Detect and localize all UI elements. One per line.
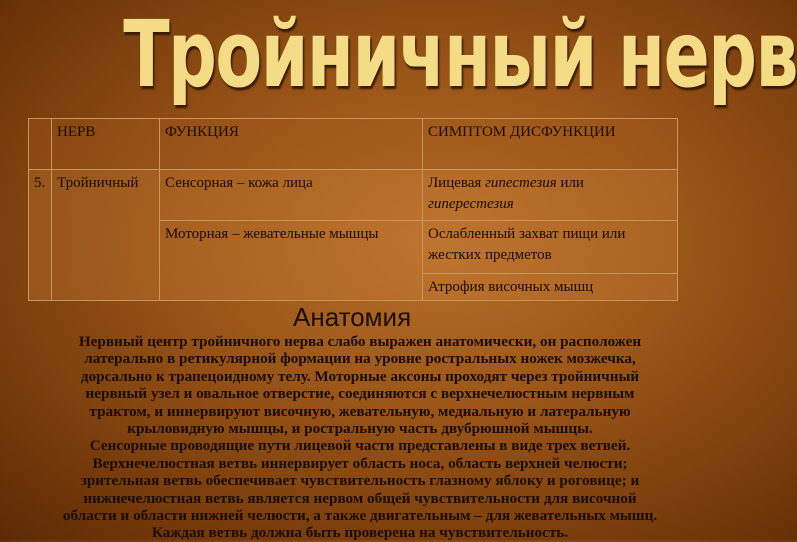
cell-function-sensory: Сенсорная – кожа лица [160,170,423,221]
header-cell-nerve: НЕРВ [52,119,160,170]
cell-symptom-grip: Ослабленный захват пищи или жестких предметов [423,221,678,274]
table-header-row [29,119,678,170]
body-line: Нервный центр тройничного нерва слабо выражен анатомически, он расположен [78,333,642,350]
body-line: Каждая ветвь должна быть проверена на чувствительность. [151,524,569,542]
table-row [29,170,678,221]
anatomy-body-text [0,333,720,540]
body-line: латерально в ретикулярной формации на уровне ростральных ножек мозжечка, [84,350,636,368]
body-line: трактом, и иннервируют височную, жевательную, медиальную и латеральную [89,402,631,420]
header-cell-function: ФУНКЦИЯ [160,119,423,170]
body-line: крыловидную мышцы, и ростральную часть двубрюшной мышцы. [127,420,593,438]
body-line: нервный узел и овальное отверстие, соединяются с верхнечелюстным нервным [85,385,635,403]
body-line: дорсально к трапецоидному телу. Моторные аксоны проходят через тройничный [80,367,640,385]
section-heading: Анатомия [293,302,412,332]
cell-function-motor: Моторная – жевательные мышцы [160,221,423,301]
slide-title: Тройничный нерв [123,1,797,108]
nerve-table [28,118,678,301]
symptom-term: гипестезия [485,175,557,191]
symptom-text: или [556,175,584,191]
body-line: нижнечелюстная ветвь является нервом общей чувствительности для височной [83,489,637,507]
header-cell-num [29,119,52,170]
header-cell-symptom: СИМПТОМ ДИСФУНКЦИИ [423,119,678,170]
body-line: области и области нижней челюсти, а также двигательным – для жевательных мышц. [62,507,658,525]
body-line: Сенсорные проводящие пути лицевой части представлены в виде трех ветвей. [89,437,631,455]
symptom-term: гиперестезия [428,196,514,212]
cell-symptom-atrophy: Атрофия височных мышц [423,274,678,301]
symptom-text: Лицевая [428,175,486,191]
body-line: зрительная ветвь обеспечивает чувствительность глазному яблоку и роговице; и [80,472,640,490]
cell-nerve: Тройничный [52,170,160,301]
body-line: Верхнечелюстная ветвь иннервирует область носа, область верхней челюсти; [92,454,628,472]
cell-symptom-sensory [423,170,678,221]
cell-num: 5. [29,170,52,301]
